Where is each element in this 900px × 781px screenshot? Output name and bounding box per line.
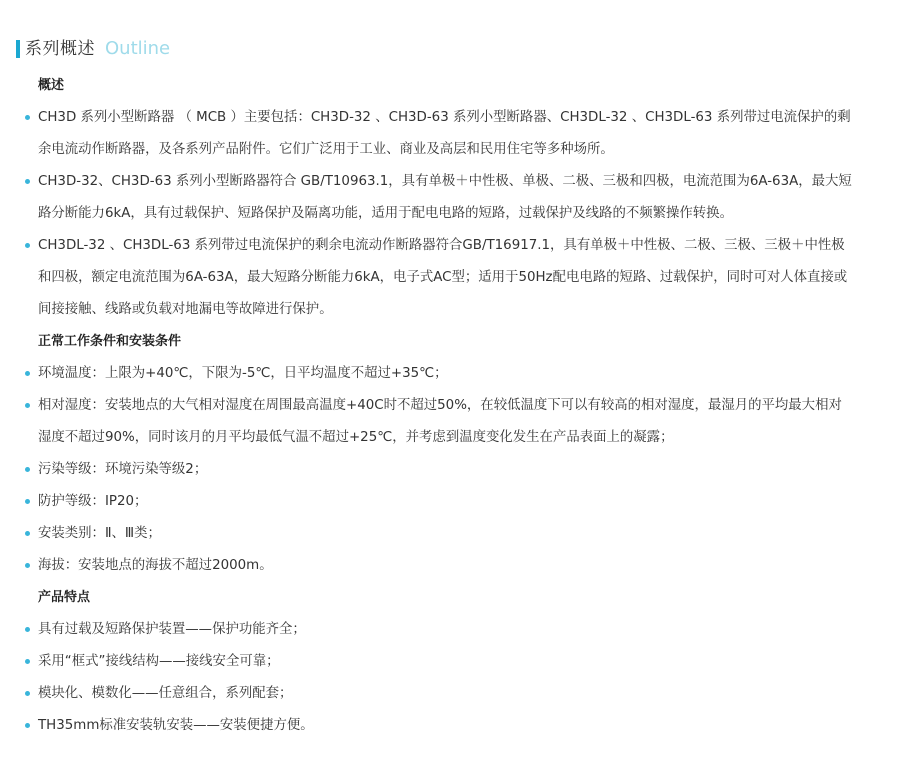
list-item xyxy=(24,614,854,646)
section-heading-features: 产品特点 xyxy=(38,590,91,605)
list-item xyxy=(24,454,854,486)
page-title-english: Outline xyxy=(105,38,171,59)
bullet-dot-icon xyxy=(25,691,30,696)
list-item-text: 模块化、模数化——任意组合，系列配套； xyxy=(38,686,293,701)
list-item xyxy=(24,486,854,518)
bullet-dot-icon xyxy=(25,499,30,504)
list-item xyxy=(24,518,854,550)
bullet-dot-icon xyxy=(25,179,30,184)
list-item-text: CH3D-32、CH3D-63 系列小型断路器符合 GB/T10963.1，具有单极＋中性极、单极、二极、三极和四极，电流范围为6A-63A，最大短路分断能力6kA，具有过载保护、短路保护及隔离功能，适用于配电电路的短路，过载保护及线路的不频繁操作转换。 xyxy=(38,174,852,221)
bullet-dot-icon xyxy=(25,531,30,536)
bullet-dot-icon xyxy=(25,371,30,376)
list-item-text: CH3D 系列小型断路器 （ MCB ）主要包括：CH3D-32 、CH3D-63 系列小型断路器、CH3DL-32 、CH3DL-63 系列带过电流保护的剩余电流动作断路器，及各系列产品附件。它们广泛用于工业、商业及高层和民用住宅等多种场所。 xyxy=(38,110,851,157)
bullet-dot-icon xyxy=(25,627,30,632)
list-item xyxy=(24,102,854,166)
section-title xyxy=(16,37,170,61)
bullet-dot-icon xyxy=(25,659,30,664)
list-item-text: 采用“框式”接线结构——接线安全可靠； xyxy=(38,654,280,669)
section-heading-conditions: 正常工作条件和安装条件 xyxy=(38,334,182,349)
list-item xyxy=(24,710,854,742)
bullet-dot-icon xyxy=(25,243,30,248)
outline-content xyxy=(24,70,854,742)
list-item-text: 安装类别：Ⅱ、Ⅲ类； xyxy=(38,526,161,541)
list-item xyxy=(24,550,854,582)
list-item-text: 海拔：安装地点的海拔不超过2000m。 xyxy=(38,558,273,573)
title-accent-bar xyxy=(16,40,20,58)
list-item-text: 防护等级：IP20； xyxy=(38,494,148,509)
list-item-text: TH35mm标准安装轨安装——安装便捷方便。 xyxy=(38,718,314,733)
list-item-text: 具有过载及短路保护装置——保护功能齐全； xyxy=(38,622,306,637)
list-item xyxy=(24,646,854,678)
list-item xyxy=(24,390,854,454)
page-title: 系列概述 xyxy=(25,39,95,59)
bullet-dot-icon xyxy=(25,723,30,728)
list-item-text: 环境温度：上限为+40℃，下限为-5℃，日平均温度不超过+35℃； xyxy=(38,366,448,381)
bullet-dot-icon xyxy=(25,115,30,120)
bullet-dot-icon xyxy=(25,467,30,472)
list-item xyxy=(24,230,854,326)
list-item xyxy=(24,678,854,710)
section-heading-overview: 概述 xyxy=(38,78,65,93)
bullet-dot-icon xyxy=(25,563,30,568)
list-item xyxy=(24,166,854,230)
list-item xyxy=(24,358,854,390)
list-item-text: 相对湿度：安装地点的大气相对湿度在周围最高温度+40C时不超过50%，在较低温度下可以有较高的相对湿度，最湿月的平均最大相对湿度不超过90%，同时该月的月平均最低气温不超过+25℃，并考虑到温度变化发生在产品表面上的凝露； xyxy=(38,398,842,445)
bullet-dot-icon xyxy=(25,403,30,408)
list-item-text: 污染等级：环境污染等级2； xyxy=(38,462,208,477)
list-item-text: CH3DL-32 、CH3DL-63 系列带过电流保护的剩余电流动作断路器符合GB/T16917.1，具有单极＋中性极、二极、三极、三极＋中性极和四极，额定电流范围为6A-63A，最大短路分断能力6kA，电子式AC型；适用于50Hz配电电路的短路、过载保护，同时可对人体直接或间接接触、线路或负载对地漏电等故障进行保护。 xyxy=(38,238,848,317)
